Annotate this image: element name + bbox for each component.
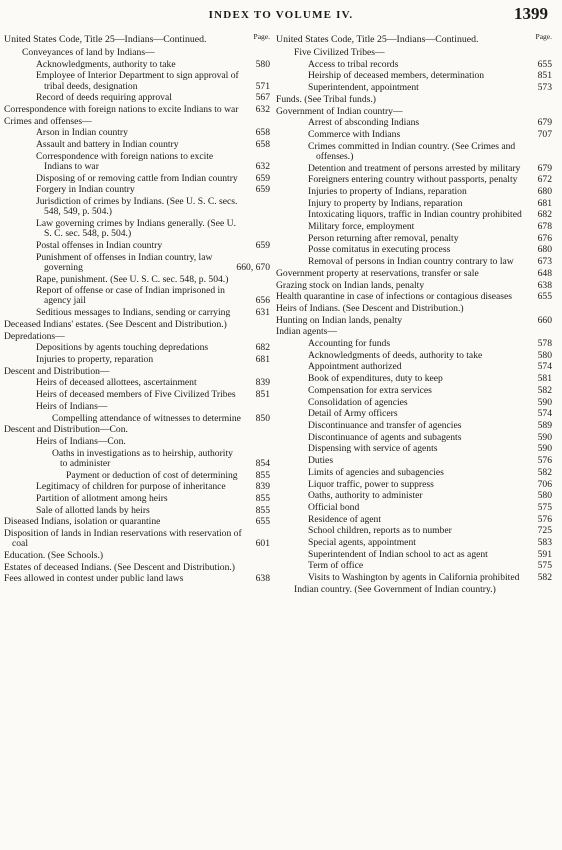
index-entry-page: 855 xyxy=(255,492,270,504)
index-entry-page: 706 xyxy=(537,478,552,490)
index-entry-page: 682 xyxy=(537,209,552,221)
left-column-heading xyxy=(4,34,272,45)
index-entry xyxy=(4,378,272,388)
index-entry-page: 855 xyxy=(255,504,270,516)
index-entry xyxy=(4,105,272,115)
index-entry-page: 631 xyxy=(255,307,270,319)
right-heading-text: United States Code, Title 25—Indians—Continued. xyxy=(276,34,479,45)
index-entry xyxy=(4,529,272,549)
index-entry-text: Compelling attendance of witnesses to determine xyxy=(52,412,241,424)
index-entry-page: 655 xyxy=(255,516,270,528)
index-entry xyxy=(276,398,554,408)
index-entry xyxy=(276,83,554,93)
index-entry xyxy=(4,197,272,217)
index-entry-page: 851 xyxy=(255,389,270,401)
index-entry-text: Forgery in Indian country xyxy=(36,184,135,196)
index-entry xyxy=(4,71,272,91)
index-entry-page: 581 xyxy=(537,373,552,385)
index-entry-text: Funds. (See Tribal funds.) xyxy=(276,93,376,105)
index-entry xyxy=(276,327,554,337)
index-entry-page: 576 xyxy=(537,455,552,467)
index-entry-page: 574 xyxy=(537,408,552,420)
index-entry-text: Injuries to property of Indians, reparation xyxy=(308,185,467,197)
index-entry-text: Military force, employment xyxy=(308,221,415,233)
index-entry xyxy=(276,503,554,513)
index-entry-text: Superintendent, appointment xyxy=(308,82,419,94)
index-entry-text: Hunting on Indian lands, penalty xyxy=(276,314,403,326)
index-entry xyxy=(276,456,554,466)
index-entry-text: Discontinuance of agents and subagents xyxy=(308,431,462,443)
index-entry xyxy=(276,362,554,372)
index-entry-page: 854 xyxy=(255,457,270,469)
index-entry-page: 659 xyxy=(255,172,270,184)
index-entry xyxy=(276,292,554,302)
index-entry xyxy=(276,222,554,232)
index-entry-page: 658 xyxy=(255,127,270,139)
index-entry xyxy=(276,71,554,81)
index-entry-page: 632 xyxy=(255,161,270,173)
index-entry xyxy=(4,320,272,330)
index-entry-text: Commerce with Indians xyxy=(308,128,401,140)
index-entry-page: 681 xyxy=(537,197,552,209)
index-entry xyxy=(4,253,272,273)
index-entry-text: Employee of Interior Department to sign approval of tribal deeds, designation xyxy=(36,70,239,92)
left-page-label: Page. xyxy=(253,32,270,41)
index-entry xyxy=(4,437,272,447)
index-entry xyxy=(4,140,272,150)
index-entry xyxy=(4,308,272,318)
index-entry xyxy=(4,93,272,103)
index-entry-page: 839 xyxy=(255,377,270,389)
index-entry xyxy=(276,491,554,501)
index-entry xyxy=(4,563,272,573)
index-entry-page: 575 xyxy=(537,501,552,513)
index-entry-text: Diseased Indians, isolation or quarantine xyxy=(4,516,161,528)
index-entry-page: 678 xyxy=(537,221,552,233)
index-entry-page: 591 xyxy=(537,548,552,560)
index-entry-text: Person returning after removal, penalty xyxy=(308,232,459,244)
index-entry-page: 580 xyxy=(255,58,270,70)
index-entry xyxy=(276,409,554,419)
index-entry xyxy=(276,316,554,326)
index-entry xyxy=(276,421,554,431)
index-entry-text: Health quarantine in case of infections or contagious diseases xyxy=(276,291,513,303)
index-entry xyxy=(276,585,554,595)
index-entry xyxy=(4,219,272,239)
index-entry xyxy=(276,187,554,197)
index-entry-text: Book of expenditures, duty to keep xyxy=(308,373,443,385)
index-entry-text: Heirs of Indians—Con. xyxy=(36,435,126,447)
index-entry-text: Disposing of or removing cattle from Indian country xyxy=(36,172,238,184)
index-entry-page: 574 xyxy=(537,361,552,373)
index-entry xyxy=(4,241,272,251)
index-entry-text: Arrest of absconding Indians xyxy=(308,117,420,129)
index-entry xyxy=(4,185,272,195)
index-entry-text: Acknowledgments, authority to take xyxy=(36,58,176,70)
index-entry-page: 632 xyxy=(255,104,270,116)
index-entry-text: Government property at reservations, transfer or sale xyxy=(276,267,479,279)
index-entry xyxy=(4,367,272,377)
index-entry xyxy=(4,494,272,504)
index-entry xyxy=(276,118,554,128)
index-entry-page: 638 xyxy=(255,573,270,585)
index-entry xyxy=(276,234,554,244)
index-entry xyxy=(276,60,554,70)
index-entry-text: Superintendent of Indian school to act as agent xyxy=(308,548,488,560)
index-entry-text: Conveyances of land by Indians— xyxy=(22,47,155,58)
index-entry xyxy=(4,343,272,353)
index-entry-text: Term of office xyxy=(308,560,364,572)
index-entry-page: 638 xyxy=(537,279,552,291)
index-entry-page: 655 xyxy=(537,58,552,70)
index-entry xyxy=(276,444,554,454)
index-entry-text: Access to tribal records xyxy=(308,58,399,70)
index-entry xyxy=(276,526,554,536)
index-entry-text: Descent and Distribution— xyxy=(4,365,110,377)
index-entry xyxy=(276,351,554,361)
index-entry xyxy=(276,550,554,560)
index-entry xyxy=(276,210,554,220)
index-entry xyxy=(276,48,554,58)
index-entry xyxy=(276,386,554,396)
index-entry-page: 571 xyxy=(255,80,270,92)
index-entry-text: Oaths in investigations as to heirship, authority to administer xyxy=(52,447,233,469)
index-entry-text: Sale of allotted lands by heirs xyxy=(36,504,150,516)
index-entry xyxy=(276,304,554,314)
page-number: 1399 xyxy=(514,4,548,23)
index-entry-text: Detention and treatment of persons arrested by military xyxy=(308,162,521,174)
index-entry-page: 659 xyxy=(255,239,270,251)
index-entry-text: Payment or deduction of cost of determining xyxy=(66,469,238,481)
index-entry-text: Assault and battery in Indian country xyxy=(36,139,179,151)
index-entry-text: Jurisdiction of crimes by Indians. (See U. S. C. secs. 548, 549, p. 504.) xyxy=(36,196,238,218)
index-entry-text: Correspondence with foreign nations to excite Indians to war xyxy=(36,150,214,173)
index-entry xyxy=(4,506,272,516)
index-entry xyxy=(276,468,554,478)
index-entry-text: Postal offenses in Indian country xyxy=(36,239,163,251)
index-entry-page: 855 xyxy=(255,469,270,481)
index-entry-page: 682 xyxy=(255,342,270,354)
index-entry-text: Report of offense or case of Indian imprisoned in agency jail xyxy=(36,285,225,307)
index-entry xyxy=(4,286,272,306)
index-entry xyxy=(276,245,554,255)
index-entry-text: Heirs of Indians— xyxy=(36,400,108,412)
index-entry-text: Deceased Indians' estates. (See Descent and Distribution.) xyxy=(4,318,227,330)
index-entry-text: Depositions by agents touching depredations xyxy=(36,342,209,354)
index-entry-text: Removal of persons in Indian country contrary to law xyxy=(308,256,514,268)
index-entry xyxy=(276,142,554,162)
index-entry-page: 707 xyxy=(537,128,552,140)
index-entry-text: Injuries to property, reparation xyxy=(36,353,154,365)
index-entry-text: Crimes committed in Indian country. (See Crimes and offenses.) xyxy=(308,140,516,162)
index-entry-page: 839 xyxy=(255,481,270,493)
index-entry xyxy=(276,257,554,267)
index-entry-text: Heirs of deceased allottees, ascertainment xyxy=(36,377,197,389)
index-entry-page: 659 xyxy=(255,184,270,196)
index-entry-text: Special agents, appointment xyxy=(308,537,416,549)
index-entry-text: Crimes and offenses— xyxy=(4,115,92,127)
index-entry-text: Posse comitatus in executing process xyxy=(308,244,451,256)
index-entry-page: 590 xyxy=(537,443,552,455)
index-entry xyxy=(4,275,272,285)
index-entry-text: Visits to Washington by agents in California prohibited xyxy=(308,572,520,584)
index-entry-text: Education. (See Schools.) xyxy=(4,549,104,561)
right-column xyxy=(276,34,554,597)
index-entry-page: 576 xyxy=(537,513,552,525)
index-entry-text: Injury to property by Indians, reparation xyxy=(308,197,463,209)
index-entry-page: 681 xyxy=(255,353,270,365)
index-entry-page: 580 xyxy=(537,349,552,361)
index-entry-text: Compensation for extra services xyxy=(308,384,432,396)
index-entry xyxy=(4,390,272,400)
index-entry-page: 648 xyxy=(537,267,552,279)
index-entry-text: Appointment authorized xyxy=(308,361,402,373)
index-entry-page: 660 xyxy=(537,314,552,326)
index-entry xyxy=(276,573,554,583)
index-entry-page: 655 xyxy=(537,291,552,303)
left-heading-text: United States Code, Title 25—Indians—Continued. xyxy=(4,34,207,45)
index-entry-page: 578 xyxy=(537,338,552,350)
index-entry-page: 680 xyxy=(537,185,552,197)
index-entry xyxy=(4,128,272,138)
index-entry-text: Law governing crimes by Indians generally. (See U. S. C. sec. 548, p. 504.) xyxy=(36,218,236,240)
index-entry xyxy=(276,95,554,105)
index-entry-text: Seditious messages to Indians, sending or carrying xyxy=(36,307,231,319)
index-entry-text: Partition of allotment among heirs xyxy=(36,492,168,504)
index-entry-text: Foreigners entering country without passports, penalty xyxy=(308,174,518,186)
index-entry-page: 601 xyxy=(255,538,270,550)
index-entry-page: 590 xyxy=(537,431,552,443)
index-entry-page: 582 xyxy=(537,466,552,478)
index-entry-page: 573 xyxy=(537,82,552,94)
index-entry xyxy=(276,561,554,571)
index-entry-text: Limits of agencies and subagencies xyxy=(308,466,444,478)
index-entry xyxy=(276,269,554,279)
right-column-heading xyxy=(276,34,554,45)
index-entry-text: Duties xyxy=(308,455,334,467)
index-entry-text: Dispensing with service of agents xyxy=(308,443,438,455)
index-entry xyxy=(276,199,554,209)
index-entry xyxy=(276,107,554,117)
index-entry xyxy=(276,164,554,174)
index-entry-page: 575 xyxy=(537,560,552,572)
index-entry xyxy=(4,48,272,58)
index-entry-text: Grazing stock on Indian lands, penalty xyxy=(276,279,425,291)
index-entry-text: Rape, punishment. (See U. S. C. sec. 548, p. 504.) xyxy=(36,273,229,285)
index-entry-text: Detail of Army officers xyxy=(308,408,398,420)
index-entry-page: 725 xyxy=(537,525,552,537)
index-entry xyxy=(4,117,272,127)
index-entry-text: School children, reports as to number xyxy=(308,525,452,537)
index-entry-text: Depredations— xyxy=(4,330,65,342)
index-entry xyxy=(276,374,554,384)
right-page-label: Page. xyxy=(535,32,552,41)
index-entry xyxy=(276,538,554,548)
index-entry xyxy=(4,482,272,492)
index-entry-page: 679 xyxy=(537,117,552,129)
index-entry-text: Intoxicating liquors, traffic in Indian country prohibited xyxy=(308,209,522,221)
index-entry xyxy=(4,152,272,172)
right-entry-list xyxy=(276,48,554,595)
index-entry xyxy=(276,433,554,443)
index-entry-text: Five Civilized Tribes— xyxy=(294,47,385,58)
index-entry-text: Arson in Indian country xyxy=(36,127,128,139)
index-entry xyxy=(4,551,272,561)
index-entry-page: 658 xyxy=(255,139,270,151)
index-entry xyxy=(276,339,554,349)
index-entry-text: Legitimacy of children for purpose of inheritance xyxy=(36,481,226,493)
index-entry-text: Descent and Distribution—Con. xyxy=(4,424,128,436)
index-entry-text: Estates of deceased Indians. (See Descent and Distribution.) xyxy=(4,561,235,573)
index-entry-page: 673 xyxy=(537,256,552,268)
index-entry xyxy=(4,174,272,184)
index-entry-text: Official bond xyxy=(308,501,360,513)
index-entry-page: 676 xyxy=(537,232,552,244)
index-entry-page: 567 xyxy=(255,92,270,104)
index-entry xyxy=(276,130,554,140)
index-entry xyxy=(276,175,554,185)
index-entry xyxy=(276,281,554,291)
index-entry-text: Indian agents— xyxy=(276,326,338,338)
index-entry-page: 580 xyxy=(537,490,552,502)
index-entry-text: Record of deeds requiring approval xyxy=(36,92,172,104)
index-entry-text: Accounting for funds xyxy=(308,338,391,350)
left-column xyxy=(4,34,272,586)
index-entry-text: Residence of agent xyxy=(308,513,381,525)
index-entry-page: 850 xyxy=(255,412,270,424)
index-entry-text: Discontinuance and transfer of agencies xyxy=(308,420,462,431)
index-entry-text: Heirship of deceased members, determination xyxy=(308,70,485,82)
index-entry-page: 590 xyxy=(537,396,552,408)
index-entry-text: Fees allowed in contest under public land laws xyxy=(4,573,184,585)
index-entry xyxy=(4,355,272,365)
index-entry-text: Indian country. (See Government of Indian country.) xyxy=(294,583,496,595)
page-title: INDEX TO VOLUME IV. xyxy=(208,9,354,21)
index-entry-text: Government of Indian country— xyxy=(276,105,403,117)
index-entry xyxy=(4,414,272,424)
index-entry-page: 851 xyxy=(537,70,552,82)
index-entry-text: Acknowledgments of deeds, authority to take xyxy=(308,349,483,361)
index-entry-text: Heirs of Indians. (See Descent and Distribution.) xyxy=(276,302,464,314)
index-entry-text: Correspondence with foreign nations to excite Indians to war xyxy=(4,104,239,116)
index-entry-text: Consolidation of agencies xyxy=(308,396,408,408)
index-entry-text: Oaths, authority to administer xyxy=(308,490,423,502)
left-entry-list xyxy=(4,48,272,585)
index-entry xyxy=(4,402,272,412)
index-entry xyxy=(4,517,272,527)
index-entry xyxy=(4,332,272,342)
index-entry xyxy=(276,515,554,525)
index-entry-page: 672 xyxy=(537,174,552,186)
index-entry-page: 582 xyxy=(537,572,552,584)
index-entry xyxy=(4,60,272,70)
index-entry-page: 589 xyxy=(537,420,552,431)
index-entry-page: 660, 670 xyxy=(236,261,270,273)
index-entry xyxy=(4,449,272,469)
index-entry-text: Disposition of lands in Indian reservations with reservation of coal xyxy=(4,528,242,550)
index-entry-page: 656 xyxy=(255,295,270,307)
index-entry-page: 583 xyxy=(537,537,552,549)
index-entry xyxy=(4,574,272,584)
index-entry-text: Heirs of deceased members of Five Civilized Tribes xyxy=(36,389,236,401)
index-entry xyxy=(276,480,554,490)
index-entry-text: Liquor traffic, power to suppress xyxy=(308,478,434,490)
index-entry xyxy=(4,425,272,435)
index-entry-text: Punishment of offenses in Indian country, law governing xyxy=(36,251,213,273)
index-entry-page: 679 xyxy=(537,162,552,174)
index-entry-page: 680 xyxy=(537,244,552,256)
index-entry xyxy=(4,471,272,481)
index-entry-page: 582 xyxy=(537,384,552,396)
